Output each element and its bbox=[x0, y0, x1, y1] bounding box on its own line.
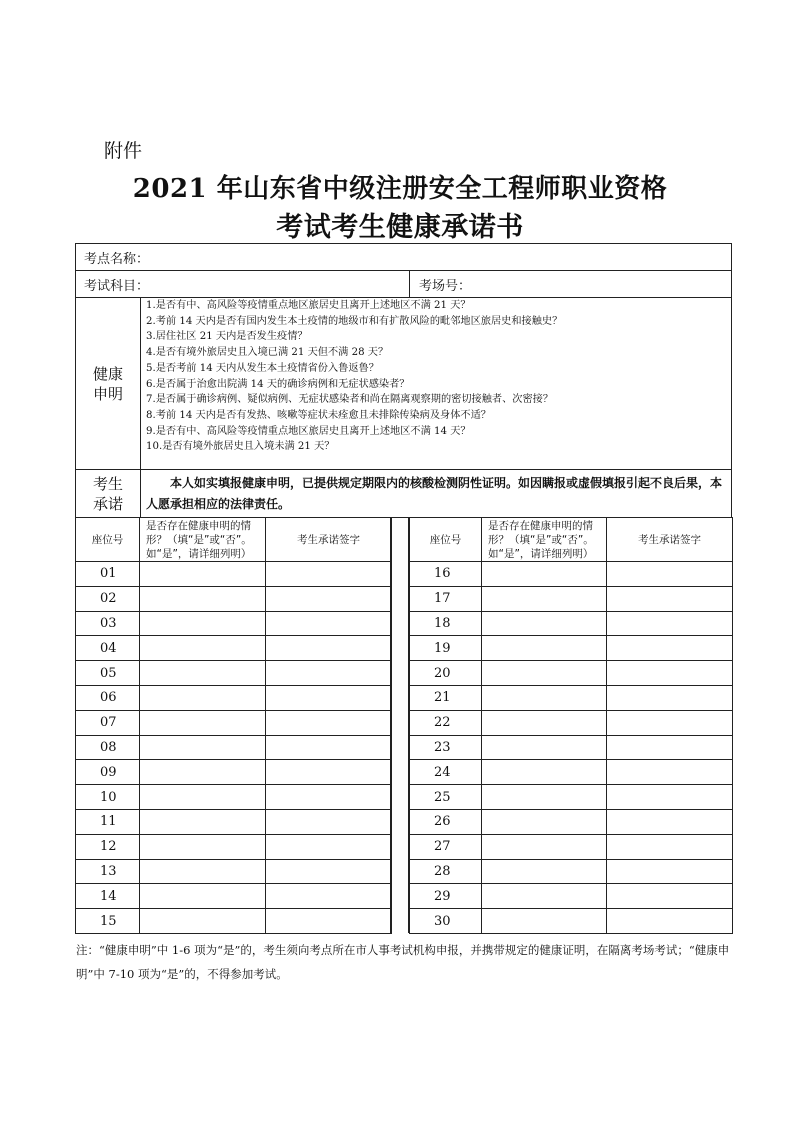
seat-number: 16 bbox=[410, 562, 482, 587]
seat-number: 14 bbox=[76, 884, 140, 909]
table-row bbox=[410, 760, 733, 785]
signature-cell[interactable] bbox=[266, 834, 392, 859]
health-answer-cell[interactable] bbox=[482, 834, 607, 859]
signature-cell[interactable] bbox=[266, 785, 392, 810]
seat-number: 01 bbox=[76, 562, 140, 587]
health-answer-cell[interactable] bbox=[482, 735, 607, 760]
table-row bbox=[76, 710, 392, 735]
question-header: 是否存在健康申明的情形？（填“是”或“否”。如“是”，请详细列明） bbox=[140, 518, 266, 562]
seat-table-right bbox=[409, 517, 733, 934]
health-answer-cell[interactable] bbox=[140, 661, 266, 686]
table-row bbox=[410, 586, 733, 611]
table-row bbox=[410, 785, 733, 810]
table-row bbox=[76, 909, 392, 934]
label-line: 考生 bbox=[92, 474, 123, 493]
table-row bbox=[76, 735, 392, 760]
seat-number: 26 bbox=[410, 809, 482, 834]
signature-cell[interactable] bbox=[266, 809, 392, 834]
seat-number: 17 bbox=[410, 586, 482, 611]
signature-cell[interactable] bbox=[607, 809, 733, 834]
health-answer-cell[interactable] bbox=[140, 586, 266, 611]
health-answer-cell[interactable] bbox=[482, 760, 607, 785]
page-subtitle: 考试考生健康承诺书 bbox=[276, 212, 524, 243]
table-row bbox=[76, 562, 392, 587]
signature-cell[interactable] bbox=[607, 909, 733, 934]
health-answer-cell[interactable] bbox=[140, 611, 266, 636]
health-answer-cell[interactable] bbox=[482, 710, 607, 735]
signature-cell[interactable] bbox=[266, 685, 392, 710]
health-answer-cell[interactable] bbox=[482, 809, 607, 834]
health-answer-cell[interactable] bbox=[482, 636, 607, 661]
seat-header: 座位号 bbox=[76, 518, 140, 562]
question-header: 是否存在健康申明的情形？（填“是”或“否”。如“是”，请详细列明） bbox=[482, 518, 607, 562]
health-answer-cell[interactable] bbox=[482, 586, 607, 611]
health-answer-cell[interactable] bbox=[140, 834, 266, 859]
label-line: 健康 bbox=[92, 364, 123, 383]
signature-cell[interactable] bbox=[607, 735, 733, 760]
exam-site-row bbox=[75, 243, 732, 271]
exam-site-label: 考点名称： bbox=[84, 251, 150, 267]
seat-number: 23 bbox=[410, 735, 482, 760]
seat-number: 13 bbox=[76, 859, 140, 884]
signature-cell[interactable] bbox=[266, 586, 392, 611]
health-answer-cell[interactable] bbox=[482, 884, 607, 909]
signature-cell[interactable] bbox=[607, 884, 733, 909]
table-row bbox=[410, 834, 733, 859]
table-row bbox=[76, 834, 392, 859]
seat-number: 06 bbox=[76, 685, 140, 710]
declaration-item: 2.考前 14 天内是否有国内发生本土疫情的地级市和有扩散风险的毗邻地区旅居史和接触史？ bbox=[146, 315, 563, 327]
seat-number: 08 bbox=[76, 735, 140, 760]
table-row bbox=[410, 735, 733, 760]
seat-number: 18 bbox=[410, 611, 482, 636]
footnote: 注：“健康申明”中 1-6 项为“是”的，考生须向考点所在市人事考试机构申报，并携带规定的健康证明，在隔离考场考试；“健康申明”中 7-10 项为“是”的，不得参加考试。 bbox=[76, 943, 730, 981]
declaration-item: 5.是否考前 14 天内从发生本土疫情省份入鲁返鲁？ bbox=[146, 362, 379, 374]
health-answer-cell[interactable] bbox=[482, 859, 607, 884]
seat-number: 21 bbox=[410, 685, 482, 710]
table-row bbox=[76, 586, 392, 611]
label-line: 承诺 bbox=[92, 494, 123, 513]
table-row bbox=[410, 685, 733, 710]
health-answer-cell[interactable] bbox=[140, 785, 266, 810]
declaration-item: 3.居住社区 21 天内是否发生疫情？ bbox=[146, 331, 308, 343]
table-row bbox=[76, 661, 392, 686]
table-row bbox=[76, 636, 392, 661]
attachment-label: 附件 bbox=[104, 140, 143, 162]
divider bbox=[140, 298, 141, 469]
exam-subject-label: 考试科目： bbox=[84, 278, 150, 294]
table-row bbox=[410, 562, 733, 587]
health-declaration-section bbox=[75, 297, 732, 470]
signature-cell[interactable] bbox=[266, 859, 392, 884]
signature-cell[interactable] bbox=[607, 859, 733, 884]
table-row bbox=[76, 760, 392, 785]
seat-number: 12 bbox=[76, 834, 140, 859]
seat-number: 03 bbox=[76, 611, 140, 636]
signature-cell[interactable] bbox=[607, 562, 733, 587]
declaration-item: 1.是否有中、高风险等疫情重点地区旅居史且离开上述地区不满 21 天？ bbox=[146, 300, 471, 311]
signature-cell[interactable] bbox=[607, 760, 733, 785]
seat-number: 25 bbox=[410, 785, 482, 810]
table-row bbox=[76, 611, 392, 636]
table-row bbox=[76, 685, 392, 710]
signature-header: 考生承诺签字 bbox=[266, 518, 392, 562]
table-row bbox=[76, 884, 392, 909]
health-answer-cell[interactable] bbox=[140, 685, 266, 710]
signature-cell[interactable] bbox=[266, 611, 392, 636]
signature-cell[interactable] bbox=[266, 760, 392, 785]
health-answer-cell[interactable] bbox=[140, 760, 266, 785]
declaration-item: 4.是否有境外旅居史且入境已满 21 天但不满 28 天？ bbox=[146, 347, 389, 359]
divider bbox=[409, 271, 410, 297]
signature-cell[interactable] bbox=[607, 785, 733, 810]
seat-header: 座位号 bbox=[410, 518, 482, 562]
signature-header: 考生承诺签字 bbox=[607, 518, 733, 562]
declaration-item: 6.是否属于治愈出院满 14 天的确诊病例和无症状感染者？ bbox=[146, 378, 410, 390]
health-answer-cell[interactable] bbox=[140, 884, 266, 909]
signature-cell[interactable] bbox=[266, 735, 392, 760]
candidate-promise-section bbox=[75, 469, 732, 518]
seat-number: 07 bbox=[76, 710, 140, 735]
signature-cell[interactable] bbox=[607, 710, 733, 735]
signature-cell[interactable] bbox=[266, 636, 392, 661]
label-line: 申明 bbox=[92, 384, 123, 403]
seat-number: 05 bbox=[76, 661, 140, 686]
signature-cell[interactable] bbox=[266, 661, 392, 686]
declaration-item: 9.是否有中、高风险等疫情重点地区旅居史且离开上述地区不满 14 天？ bbox=[146, 425, 471, 437]
promise-text: 本人如实填报健康申明，已提供规定期限内的核酸检测阴性证明。如因瞒报或虚假填报引起不良后果，本人愿承担相应的法律责任。 bbox=[146, 476, 723, 511]
table-row bbox=[410, 710, 733, 735]
page-title: 2021 年山东省中级注册安全工程师职业资格 bbox=[132, 174, 668, 204]
health-answer-cell[interactable] bbox=[140, 710, 266, 735]
health-answer-cell[interactable] bbox=[140, 735, 266, 760]
table-row bbox=[410, 636, 733, 661]
seat-number: 27 bbox=[410, 834, 482, 859]
seat-number: 02 bbox=[76, 586, 140, 611]
seat-number: 22 bbox=[410, 710, 482, 735]
seat-number: 10 bbox=[76, 785, 140, 810]
table-gap bbox=[390, 517, 409, 933]
signature-cell[interactable] bbox=[607, 636, 733, 661]
table-row bbox=[76, 809, 392, 834]
table-row bbox=[410, 809, 733, 834]
table-row bbox=[410, 859, 733, 884]
health-answer-cell[interactable] bbox=[140, 636, 266, 661]
health-answer-cell[interactable] bbox=[482, 661, 607, 686]
seat-table-left bbox=[75, 517, 392, 934]
signature-cell[interactable] bbox=[607, 661, 733, 686]
seat-number: 04 bbox=[76, 636, 140, 661]
signature-cell[interactable] bbox=[607, 611, 733, 636]
health-declaration-label bbox=[76, 298, 140, 469]
health-answer-cell[interactable] bbox=[482, 785, 607, 810]
seat-number: 28 bbox=[410, 859, 482, 884]
health-answer-cell[interactable] bbox=[482, 909, 607, 934]
signature-cell[interactable] bbox=[607, 586, 733, 611]
seat-number: 29 bbox=[410, 884, 482, 909]
health-answer-cell[interactable] bbox=[482, 685, 607, 710]
seat-number: 15 bbox=[76, 909, 140, 934]
health-answer-cell[interactable] bbox=[140, 859, 266, 884]
seat-number: 19 bbox=[410, 636, 482, 661]
divider bbox=[140, 470, 141, 517]
table-row bbox=[76, 785, 392, 810]
seat-number: 30 bbox=[410, 909, 482, 934]
health-answer-cell[interactable] bbox=[482, 562, 607, 587]
seat-number: 11 bbox=[76, 809, 140, 834]
table-row bbox=[410, 884, 733, 909]
signature-cell[interactable] bbox=[607, 685, 733, 710]
declaration-items bbox=[146, 298, 562, 455]
declaration-item: 7.是否属于确诊病例、疑似病例、无症状感染者和尚在隔离观察期的密切接触者、次密接？ bbox=[146, 394, 554, 406]
table-row bbox=[410, 909, 733, 934]
candidate-promise-label bbox=[76, 470, 140, 517]
declaration-item: 10.是否有境外旅居史且入境未满 21 天？ bbox=[146, 441, 335, 453]
table-row bbox=[76, 859, 392, 884]
seat-number: 24 bbox=[410, 760, 482, 785]
health-answer-cell[interactable] bbox=[482, 611, 607, 636]
signature-cell[interactable] bbox=[266, 562, 392, 587]
signature-cell[interactable] bbox=[266, 710, 392, 735]
table-row bbox=[410, 661, 733, 686]
seat-number: 09 bbox=[76, 760, 140, 785]
seat-number: 20 bbox=[410, 661, 482, 686]
signature-cell[interactable] bbox=[607, 834, 733, 859]
health-answer-cell[interactable] bbox=[140, 809, 266, 834]
signature-cell[interactable] bbox=[266, 909, 392, 934]
exam-subject-row bbox=[75, 270, 732, 298]
declaration-item: 8.考前 14 天内是否有发热、咳嗽等症状未痊愈且未排除传染病及身体不适？ bbox=[146, 409, 491, 421]
health-answer-cell[interactable] bbox=[140, 909, 266, 934]
signature-cell[interactable] bbox=[266, 884, 392, 909]
health-answer-cell[interactable] bbox=[140, 562, 266, 587]
table-row bbox=[410, 611, 733, 636]
exam-room-label: 考场号： bbox=[419, 278, 472, 294]
